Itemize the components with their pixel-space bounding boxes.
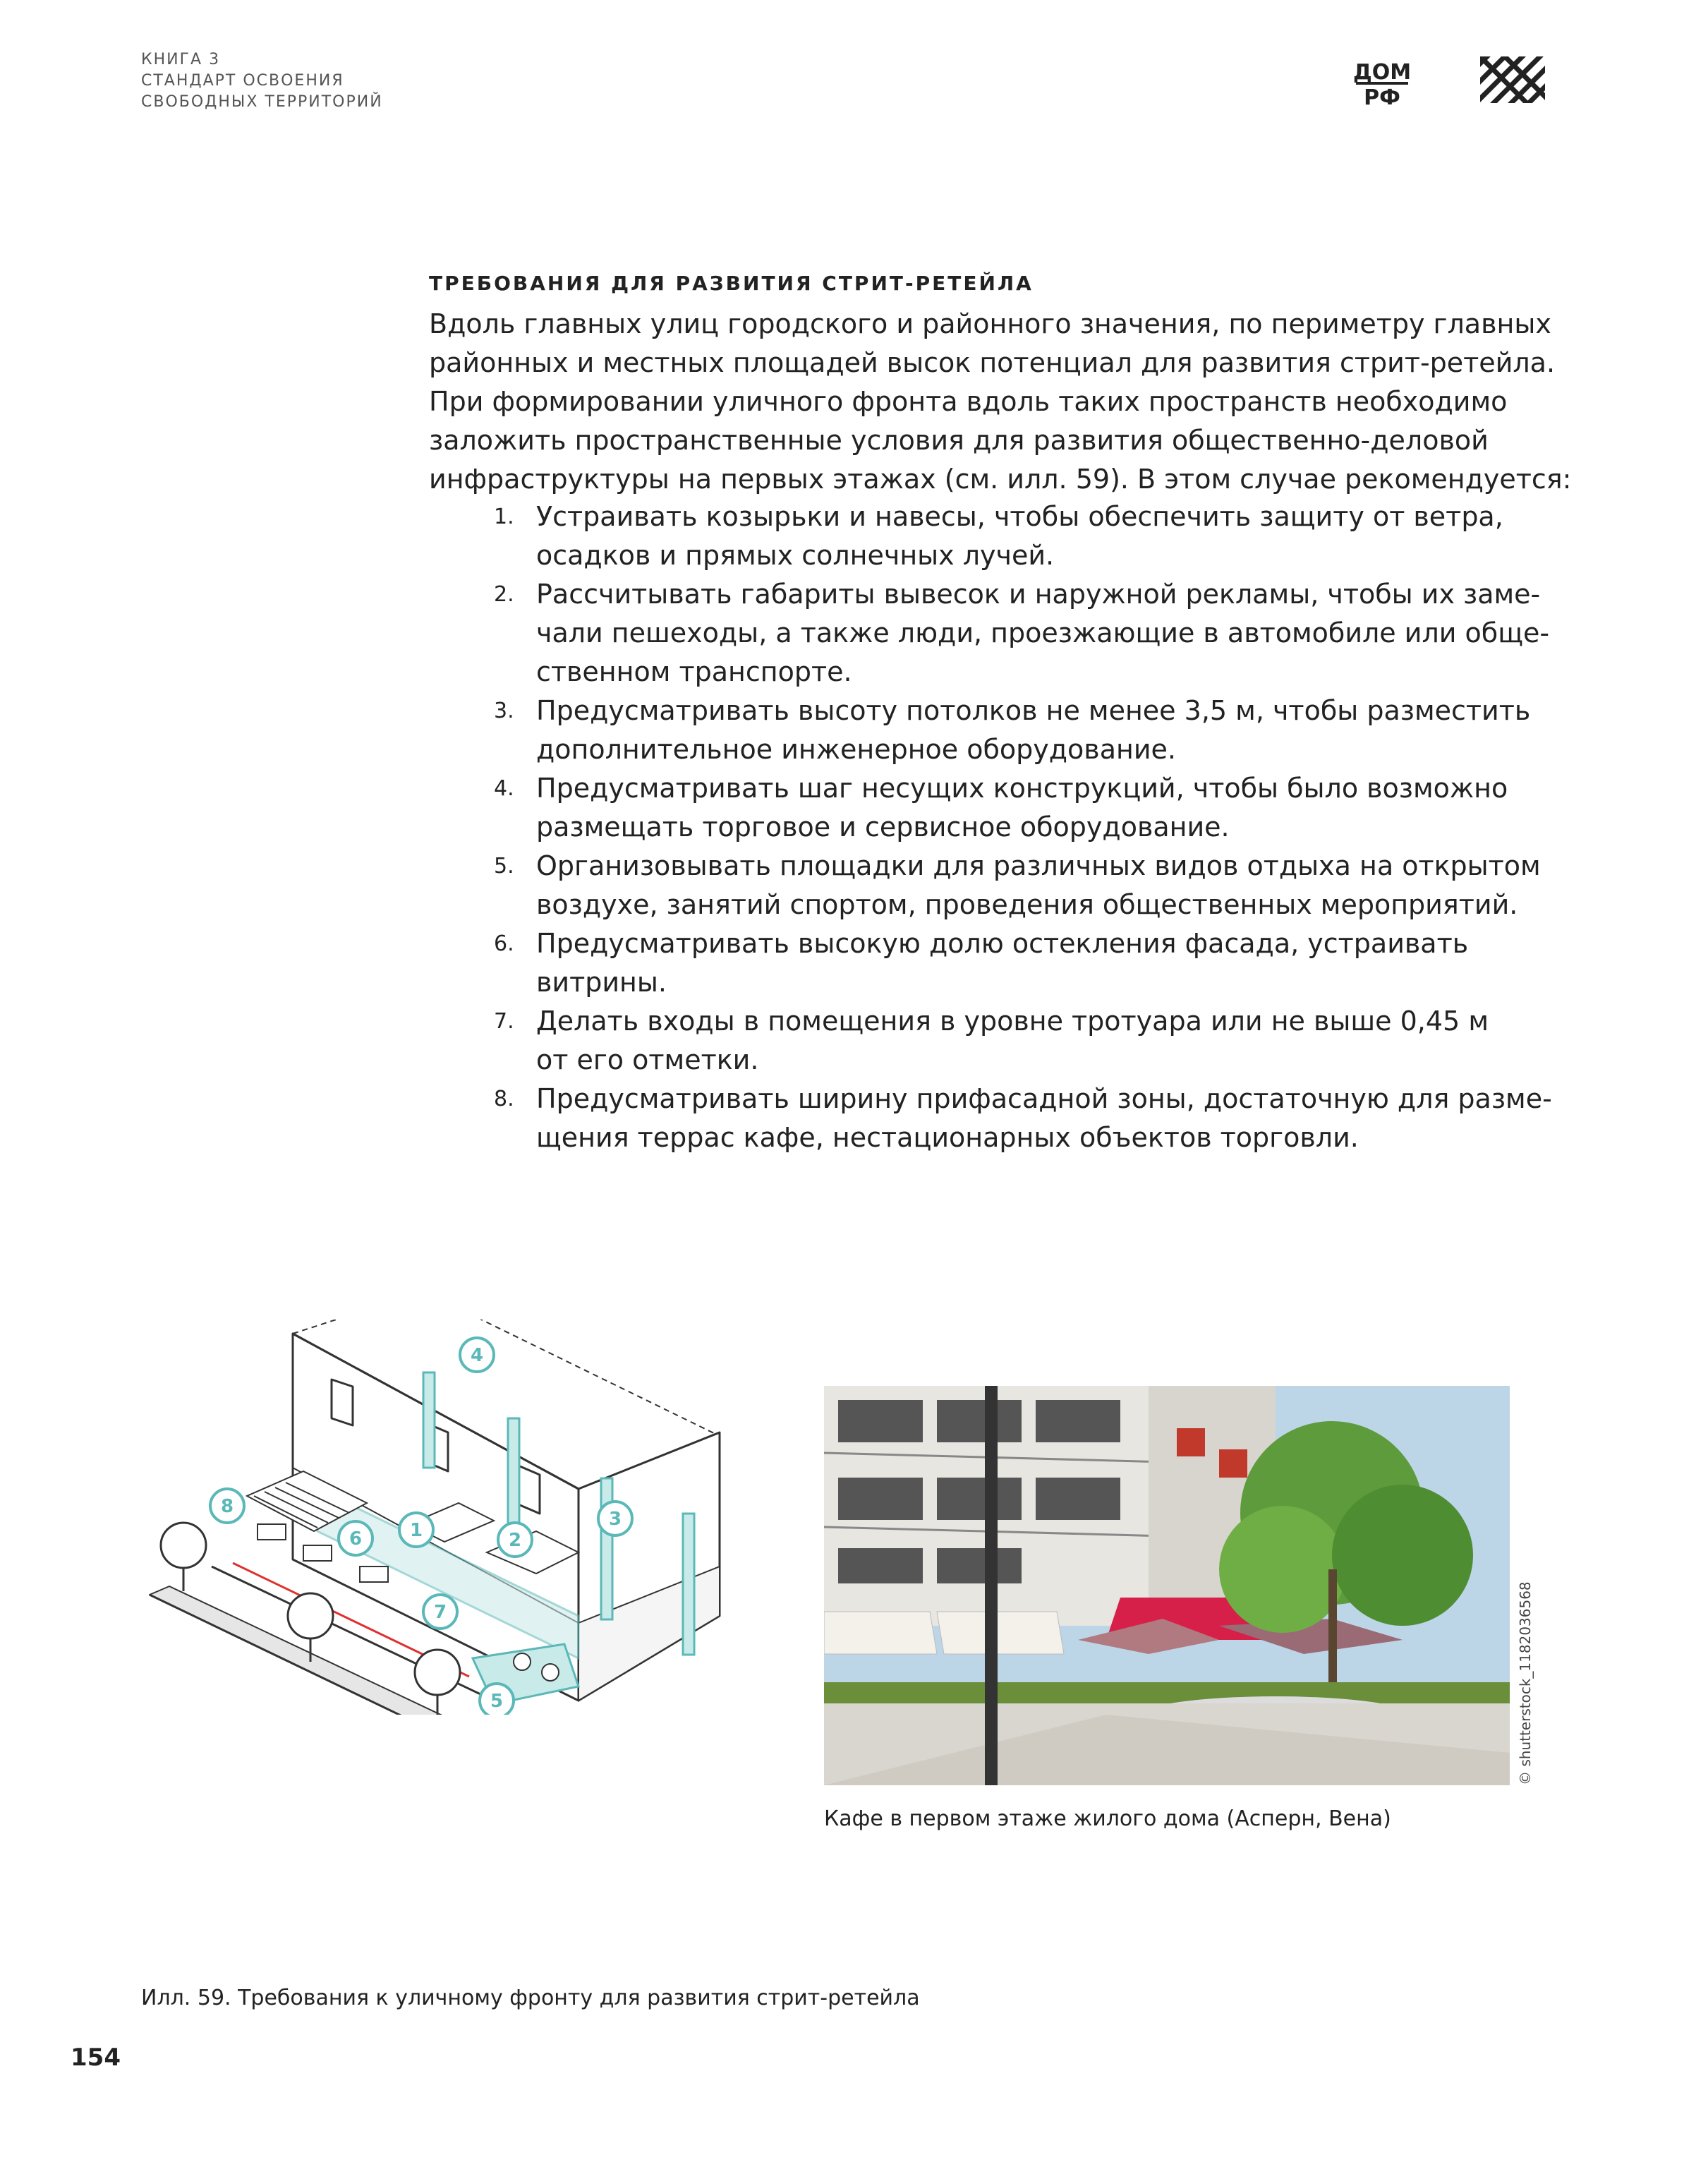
list-item [494,692,1552,769]
header-standard: СТАНДАРТ ОСВОЕНИЯ [141,72,344,90]
street-front-diagram [141,1320,734,1715]
item-text: щения террас кафе, нестационарных объектов торговли. [536,1122,1359,1153]
item-number: 3. [494,699,514,723]
section-title: ТРЕБОВАНИЯ ДЛЯ РАЗВИТИЯ СТРИТ-РЕТЕЙЛА [429,272,1034,295]
figure-caption: Илл. 59. Требования к уличному фронту для развития стрит-ретейла [141,1986,920,2010]
header-book: КНИГА 3 [141,51,221,68]
marker-4 [460,1338,494,1372]
item-text: Делать входы в помещения в уровне тротуара или не выше 0,45 м [536,1006,1489,1037]
marker-8 [210,1489,244,1523]
photo-credit: © shutterstock_1182036568 [1517,1581,1534,1785]
item-text: Предусматривать высокую долю остекления фасада, устраивать [536,928,1469,959]
svg-text:6: 6 [349,1528,363,1550]
list-item [494,1002,1552,1080]
item-text: от его отметки. [536,1044,759,1075]
list-item [494,769,1552,847]
marker-5 [480,1684,514,1715]
item-number: 1. [494,505,514,529]
intro-line: инфраструктуры на первых этажах (см. илл. 59). В этом случае рекомендуется: [429,464,1572,495]
intro-line: заложить пространственные условия для развития общественно-деловой [429,425,1489,456]
dom-rf-logo [1353,56,1411,107]
item-number: 7. [494,1009,514,1034]
pattern-logo-icon [1480,56,1545,103]
svg-text:3: 3 [608,1509,622,1530]
item-text: чали пешеходы, а также люди, проезжающие в автомобиле или обще- [536,617,1550,648]
list-item [494,497,1552,575]
svg-text:4: 4 [470,1345,484,1366]
item-text: Организовывать площадки для различных видов отдыха на открытом [536,850,1541,881]
running-header [141,49,383,113]
requirements-list [494,497,1552,1157]
item-text: Устраивать козырьки и навесы, чтобы обеспечить защиту от ветра, [536,501,1503,532]
marker-1 [399,1513,433,1547]
item-text: Рассчитывать габариты вывесок и наружной рекламы, чтобы их заме- [536,579,1541,610]
item-text: ственном транспорте. [536,656,852,687]
svg-text:5: 5 [490,1691,504,1712]
svg-text:1: 1 [409,1520,423,1541]
marker-6 [339,1521,373,1555]
intro-line: районных и местных площадей высок потенциал для развития стрит-ретейла. [429,347,1556,378]
logo-text-bottom: РФ [1364,85,1400,107]
item-text: витрины. [536,967,667,998]
item-text: Предусматривать высоту потолков не менее 3,5 м, чтобы разместить [536,695,1531,726]
intro-line: При формировании уличного фронта вдоль таких пространств необходимо [429,386,1508,417]
marker-7 [423,1595,457,1629]
item-text: размещать торговое и сервисное оборудование. [536,811,1230,843]
list-item [494,924,1552,1002]
item-text: Предусматривать шаг несущих конструкций, чтобы было возможно [536,773,1508,804]
item-text: дополнительное инженерное оборудование. [536,734,1176,765]
item-text: Предусматривать ширину прифасадной зоны, достаточную для разме- [536,1083,1552,1114]
cafe-photo [824,1386,1510,1785]
item-number: 4. [494,776,514,801]
item-number: 5. [494,854,514,879]
item-text: осадков и прямых солнечных лучей. [536,540,1055,571]
list-item [494,1080,1552,1157]
page-number: 154 [71,2044,121,2072]
marker-2 [498,1523,532,1557]
photo-caption: Кафе в первом этаже жилого дома (Асперн, Вена) [824,1806,1391,1831]
svg-text:7: 7 [433,1602,447,1623]
intro-paragraph [429,305,1572,499]
item-number: 2. [494,582,514,607]
logo-text-top: ДОМ [1353,60,1411,85]
item-number: 6. [494,931,514,956]
item-text: воздухе, занятий спортом, проведения общественных мероприятий. [536,889,1518,920]
item-number: 8. [494,1087,514,1111]
list-item [494,575,1552,692]
list-item [494,847,1552,924]
header-territories: СВОБОДНЫХ ТЕРРИТОРИЙ [141,93,383,111]
svg-text:2: 2 [508,1530,522,1551]
intro-line: Вдоль главных улиц городского и районного значения, по периметру главных [429,308,1551,339]
svg-text:8: 8 [220,1496,234,1517]
marker-3 [598,1502,632,1535]
